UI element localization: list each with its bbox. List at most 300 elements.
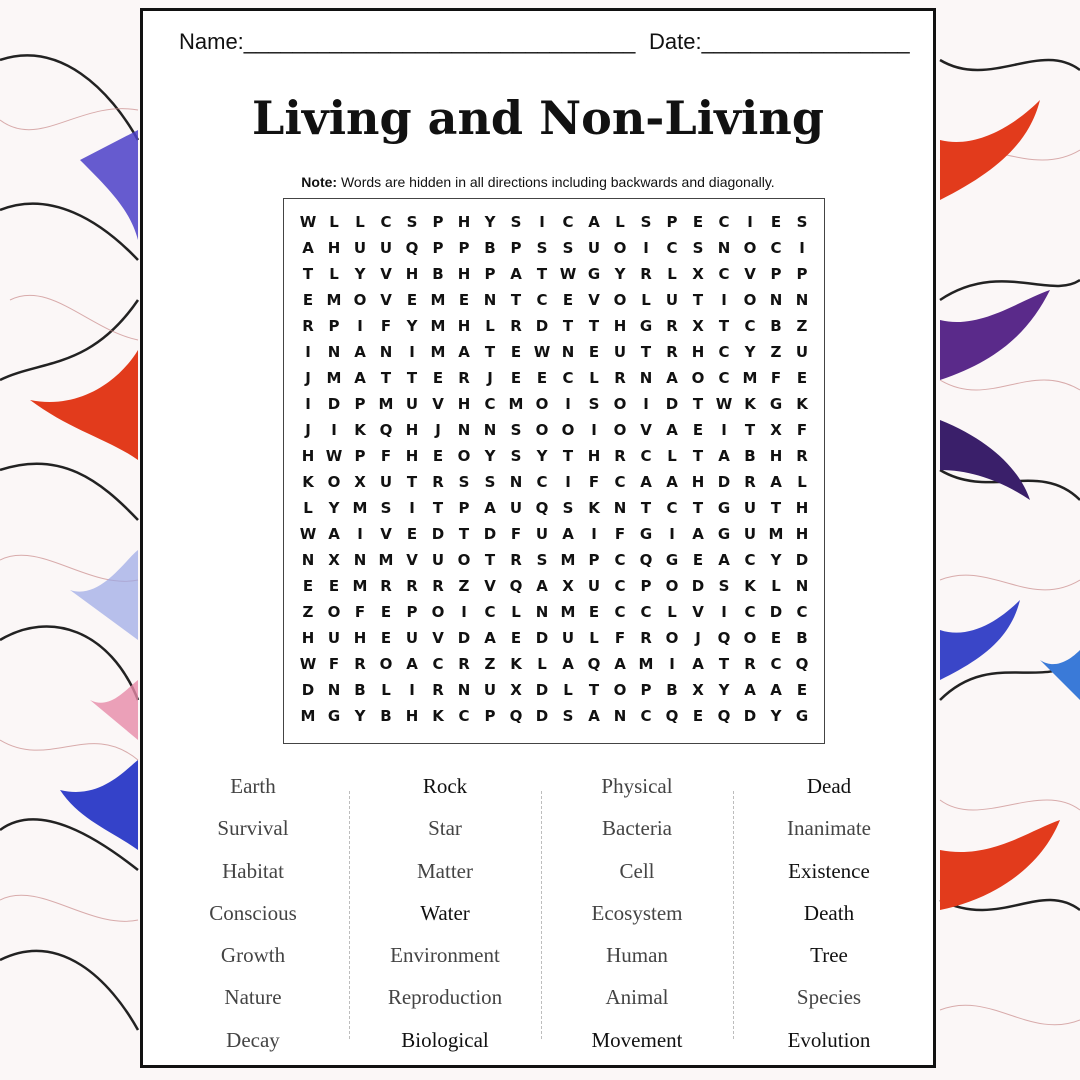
grid-letter: W — [533, 343, 551, 361]
grid-letter: O — [327, 603, 341, 621]
date-field-label: Date:_________________ — [649, 29, 910, 54]
grid-letter: H — [691, 343, 705, 361]
grid-letter: W — [559, 265, 577, 283]
worksheet-title: Living and Non-Living — [252, 91, 824, 145]
grid-letter: E — [770, 213, 782, 231]
grid-letter: E — [588, 603, 600, 621]
word-list-item: Rock — [422, 774, 468, 798]
grid-letter: M — [352, 499, 368, 517]
word-list-item: Cell — [619, 858, 655, 883]
grid-letter: U — [379, 239, 393, 257]
grid-letter: A — [562, 525, 574, 543]
grid-letter: C — [614, 577, 626, 595]
grid-letter: N — [795, 577, 809, 595]
grid-letter: I — [539, 213, 545, 231]
grid-letter: O — [457, 551, 471, 569]
grid-letter: C — [536, 473, 548, 491]
grid-letter: T — [484, 551, 496, 569]
grid-letter: C — [536, 291, 548, 309]
grid-letter: M — [768, 525, 784, 543]
grid-letter: Q — [509, 577, 523, 595]
grid-letter: Y — [484, 213, 496, 231]
grid-letter: U — [587, 577, 601, 595]
grid-letter: K — [354, 421, 366, 439]
word-list-item: Star — [428, 816, 462, 841]
grid-letter: V — [692, 603, 704, 621]
grid-letter: E — [328, 577, 340, 595]
word-list-item: Animal — [605, 985, 669, 1010]
word-list-item: Conscious — [209, 900, 297, 925]
grid-letter: Y — [744, 343, 756, 361]
grid-letter: W — [299, 655, 317, 673]
grid-letter: N — [613, 707, 627, 725]
grid-letter: V — [432, 395, 444, 413]
grid-letter: G — [717, 499, 731, 517]
grid-letter: C — [718, 213, 730, 231]
grid-letter: U — [743, 525, 757, 543]
grid-letter: S — [718, 577, 730, 595]
grid-letter: V — [406, 551, 418, 569]
grid-letter: J — [695, 629, 701, 647]
grid-letter: X — [692, 317, 704, 335]
grid-letter: E — [510, 629, 522, 647]
grid-letter: L — [563, 681, 573, 699]
grid-letter: X — [328, 551, 340, 569]
grid-letter: R — [406, 577, 418, 595]
word-list-item: Death — [803, 900, 855, 925]
grid-letter: T — [770, 499, 782, 517]
grid-letter: T — [406, 473, 418, 491]
grid-letter: U — [795, 343, 809, 361]
grid-letter: P — [796, 265, 808, 283]
grid-letter: M — [430, 291, 446, 309]
grid-letter: E — [302, 577, 314, 595]
grid-letter: L — [641, 291, 651, 309]
grid-letter: A — [302, 239, 314, 257]
grid-letter: P — [588, 551, 600, 569]
grid-letter: K — [796, 395, 808, 413]
grid-letter: D — [535, 681, 549, 699]
grid-letter: L — [537, 655, 547, 673]
grid-letter: L — [329, 265, 339, 283]
grid-letter: Y — [354, 707, 366, 725]
grid-letter: X — [692, 265, 704, 283]
grid-letter: I — [409, 343, 415, 361]
grid-letter: A — [510, 265, 522, 283]
grid-letter: V — [432, 629, 444, 647]
grid-letter: X — [562, 577, 574, 595]
grid-letter: C — [796, 603, 808, 621]
grid-letter: C — [718, 265, 730, 283]
grid-letter: T — [432, 499, 444, 517]
grid-letter: D — [301, 681, 315, 699]
grid-letter: T — [562, 447, 574, 465]
grid-letter: Z — [302, 603, 314, 621]
grid-letter: L — [485, 317, 495, 335]
grid-letter: H — [405, 265, 419, 283]
grid-letter: C — [744, 317, 756, 335]
grid-letter: E — [536, 369, 548, 387]
grid-letter: L — [589, 629, 599, 647]
grid-letter: N — [379, 343, 393, 361]
grid-letter: N — [301, 551, 315, 569]
grid-letter: T — [744, 421, 756, 439]
grid-letter: K — [510, 655, 522, 673]
grid-letter: M — [326, 291, 342, 309]
grid-letter: U — [509, 499, 523, 517]
grid-letter: R — [432, 577, 444, 595]
grid-letter: M — [430, 317, 446, 335]
grid-letter: G — [795, 707, 809, 725]
grid-letter: G — [327, 707, 341, 725]
grid-letter: H — [691, 473, 705, 491]
grid-letter: R — [432, 473, 444, 491]
grid-letter: L — [771, 577, 781, 595]
grid-letter: O — [743, 629, 757, 647]
grid-letter: C — [640, 603, 652, 621]
grid-letter: A — [666, 473, 678, 491]
grid-letter: A — [640, 473, 652, 491]
grid-letter: R — [510, 551, 522, 569]
grid-letter: C — [484, 395, 496, 413]
grid-letter: N — [795, 291, 809, 309]
worksheet-page — [140, 8, 936, 1068]
grid-letter: U — [379, 473, 393, 491]
grid-letter: A — [692, 525, 704, 543]
grid-letter: F — [380, 447, 392, 465]
grid-letter: D — [535, 707, 549, 725]
grid-letter: M — [638, 655, 654, 673]
grid-letter: O — [665, 577, 679, 595]
grid-letter: O — [379, 655, 393, 673]
grid-letter: W — [325, 447, 343, 465]
word-list-item: Human — [606, 943, 668, 968]
grid-letter: N — [509, 473, 523, 491]
grid-letter: P — [432, 239, 444, 257]
grid-letter: A — [770, 473, 782, 491]
grid-letter: E — [406, 525, 418, 543]
word-search-grid — [283, 198, 825, 744]
grid-letter: T — [380, 369, 392, 387]
word-list-item: Ecosystem — [591, 900, 683, 925]
grid-letter: J — [305, 421, 311, 439]
grid-letter: C — [640, 707, 652, 725]
grid-letter: Q — [587, 655, 601, 673]
grid-letter: R — [432, 681, 444, 699]
grid-letter: S — [536, 551, 548, 569]
grid-letter: G — [665, 551, 679, 569]
grid-letter: X — [354, 473, 366, 491]
grid-letter: F — [796, 421, 808, 439]
grid-letter: Y — [536, 447, 548, 465]
grid-letter: O — [613, 291, 627, 309]
grid-letter: T — [692, 291, 704, 309]
grid-letter: S — [562, 499, 574, 517]
grid-letter: A — [458, 343, 470, 361]
grid-letter: T — [692, 499, 704, 517]
grid-letter: D — [535, 629, 549, 647]
grid-letter: V — [380, 525, 392, 543]
grid-letter: L — [381, 681, 391, 699]
grid-letter: C — [380, 213, 392, 231]
grid-letter: P — [328, 317, 340, 335]
grid-letter: T — [640, 499, 652, 517]
grid-letter: K — [588, 499, 600, 517]
grid-letter: H — [613, 317, 627, 335]
grid-letter: H — [795, 525, 809, 543]
grid-letter: C — [458, 707, 470, 725]
grid-letter: A — [536, 577, 548, 595]
name-field-label: Name:________________________________ — [179, 29, 636, 54]
grid-letter: L — [667, 603, 677, 621]
instructions-note — [143, 174, 933, 190]
grid-letter: C — [718, 343, 730, 361]
grid-letter: R — [640, 629, 652, 647]
grid-letter: T — [588, 681, 600, 699]
grid-letter: W — [299, 525, 317, 543]
grid-letter: N — [483, 291, 497, 309]
grid-letter: H — [457, 395, 471, 413]
grid-letter: E — [432, 369, 444, 387]
grid-letter: T — [718, 655, 730, 673]
grid-letter: K — [302, 473, 314, 491]
grid-letter: A — [718, 551, 730, 569]
grid-letter: T — [562, 317, 574, 335]
grid-letter: Z — [458, 577, 470, 595]
grid-letter: P — [484, 707, 496, 725]
grid-letter: A — [588, 707, 600, 725]
grid-letter: D — [691, 577, 705, 595]
grid-letter: P — [458, 239, 470, 257]
note-label: Note: — [301, 174, 338, 190]
grid-letter: V — [484, 577, 496, 595]
grid-letter: D — [457, 629, 471, 647]
grid-letter: T — [718, 317, 730, 335]
grid-letter: T — [406, 369, 418, 387]
grid-letter: S — [562, 239, 574, 257]
grid-letter: I — [305, 395, 311, 413]
grid-letter: D — [665, 395, 679, 413]
grid-letter: S — [458, 473, 470, 491]
word-column — [541, 771, 733, 1067]
grid-letter: M — [378, 395, 394, 413]
grid-letter: S — [510, 213, 522, 231]
grid-letter: D — [483, 525, 497, 543]
grid-letter: G — [717, 525, 731, 543]
grid-letter: G — [587, 265, 601, 283]
grid-letter: M — [560, 603, 576, 621]
grid-letter: I — [799, 239, 805, 257]
grid-letter: I — [409, 681, 415, 699]
grid-letter: X — [692, 681, 704, 699]
grid-letter: S — [562, 707, 574, 725]
word-list-item: Inanimate — [787, 816, 871, 841]
grid-letter: S — [536, 239, 548, 257]
grid-letter: I — [643, 395, 649, 413]
grid-letter: P — [354, 395, 366, 413]
grid-letter: S — [406, 213, 418, 231]
grid-letter: I — [721, 421, 727, 439]
grid-letter: L — [355, 213, 365, 231]
grid-letter: C — [744, 551, 756, 569]
grid-letter: O — [561, 421, 575, 439]
grid-letter: Y — [354, 265, 366, 283]
word-list-item: Dead — [806, 774, 852, 798]
grid-letter: Q — [717, 629, 731, 647]
grid-letter: S — [510, 421, 522, 439]
grid-letter: I — [409, 499, 415, 517]
grid-letter: A — [666, 369, 678, 387]
grid-letter: I — [331, 421, 337, 439]
grid-letter: I — [565, 395, 571, 413]
grid-letter: R — [380, 577, 392, 595]
grid-letter: S — [484, 473, 496, 491]
grid-letter: I — [305, 343, 311, 361]
grid-letter: Q — [795, 655, 809, 673]
grid-letter: K — [744, 395, 756, 413]
grid-letter: I — [747, 213, 753, 231]
grid-letter: M — [378, 551, 394, 569]
grid-letter: D — [535, 317, 549, 335]
grid-letter: C — [770, 655, 782, 673]
grid-letter: H — [457, 317, 471, 335]
grid-letter: Y — [406, 317, 418, 335]
grid-letter: E — [302, 291, 314, 309]
grid-letter: B — [432, 265, 444, 283]
grid-letter: L — [667, 265, 677, 283]
grid-letter: B — [744, 447, 756, 465]
grid-letter: U — [405, 395, 419, 413]
grid-letter: R — [666, 343, 678, 361]
word-column — [349, 771, 541, 1067]
grid-letter: Q — [379, 421, 393, 439]
grid-letter: N — [327, 681, 341, 699]
grid-letter: O — [613, 681, 627, 699]
grid-letter: N — [613, 499, 627, 517]
grid-letter: F — [614, 629, 626, 647]
grid-letter: U — [665, 291, 679, 309]
grid-letter: P — [432, 213, 444, 231]
grid-letter: C — [666, 499, 678, 517]
grid-letter: H — [405, 421, 419, 439]
word-list-item: Species — [796, 985, 862, 1010]
word-column — [157, 771, 349, 1067]
grid-letter: B — [354, 681, 366, 699]
grid-letter: P — [770, 265, 782, 283]
grid-letter: T — [302, 265, 314, 283]
grid-letter: I — [357, 525, 363, 543]
grid-letter: J — [487, 369, 493, 387]
grid-letter: O — [353, 291, 367, 309]
grid-letter: C — [614, 603, 626, 621]
grid-letter: K — [432, 707, 444, 725]
grid-letter: A — [718, 447, 730, 465]
grid-letter: E — [406, 291, 418, 309]
grid-letter: V — [744, 265, 756, 283]
grid-letter: A — [406, 655, 418, 673]
grid-letter: V — [640, 421, 652, 439]
grid-letter: C — [770, 239, 782, 257]
grid-letter: W — [299, 213, 317, 231]
grid-letter: Q — [535, 499, 549, 517]
grid-letter: U — [431, 551, 445, 569]
grid-letter: Y — [328, 499, 340, 517]
grid-letter: H — [405, 447, 419, 465]
grid-letter: Y — [718, 681, 730, 699]
note-text: Words are hidden in all directions including backwards and diagonally. — [337, 174, 775, 190]
grid-letter: Y — [770, 551, 782, 569]
word-list-item: Bacteria — [602, 816, 672, 841]
grid-letter: A — [328, 525, 340, 543]
grid-letter: N — [327, 343, 341, 361]
grid-letter: C — [744, 603, 756, 621]
grid-letter: E — [380, 629, 392, 647]
grid-letter: E — [510, 343, 522, 361]
grid-letter: E — [562, 291, 574, 309]
grid-letter: O — [327, 473, 341, 491]
grid-letter: O — [613, 421, 627, 439]
grid-letter: C — [666, 239, 678, 257]
grid-letter: L — [589, 369, 599, 387]
grid-letter: A — [770, 681, 782, 699]
grid-letter: T — [692, 447, 704, 465]
grid-letter: P — [458, 499, 470, 517]
grid-letter: M — [560, 551, 576, 569]
grid-letter: D — [327, 395, 341, 413]
grid-letter: E — [510, 369, 522, 387]
grid-letter: C — [718, 369, 730, 387]
grid-letter: O — [743, 239, 757, 257]
grid-letter: E — [588, 343, 600, 361]
grid-letter: O — [431, 603, 445, 621]
grid-letter: C — [432, 655, 444, 673]
grid-letter: X — [770, 421, 782, 439]
grid-letter: D — [431, 525, 445, 543]
word-list-item: Environment — [390, 943, 500, 968]
grid-letter: M — [430, 343, 446, 361]
word-list-item: Earth — [230, 774, 276, 798]
grid-letter: N — [457, 681, 471, 699]
grid-letter: P — [484, 265, 496, 283]
grid-letter: N — [769, 291, 783, 309]
grid-letter: T — [458, 525, 470, 543]
grid-letter: T — [536, 265, 548, 283]
grid-letter: H — [795, 499, 809, 517]
grid-letter: H — [457, 213, 471, 231]
grid-letter: Y — [484, 447, 496, 465]
grid-letter: S — [588, 395, 600, 413]
grid-letter: E — [692, 707, 704, 725]
grid-letter: P — [640, 681, 652, 699]
grid-letter: A — [354, 369, 366, 387]
grid-letter: B — [666, 681, 678, 699]
word-list-item: Matter — [417, 858, 473, 883]
grid-letter: G — [639, 525, 653, 543]
grid-letter: H — [327, 239, 341, 257]
grid-letter: F — [380, 317, 392, 335]
grid-letter: H — [457, 265, 471, 283]
grid-letter: O — [613, 239, 627, 257]
grid-letter: E — [380, 603, 392, 621]
grid-letter: M — [300, 707, 316, 725]
grid-letter: H — [301, 629, 315, 647]
word-list-item: Water — [420, 900, 470, 925]
grid-letter: B — [770, 317, 782, 335]
grid-letter: C — [614, 551, 626, 569]
word-list-item: Nature — [224, 985, 282, 1010]
grid-letter: P — [666, 213, 678, 231]
grid-letter: F — [770, 369, 782, 387]
